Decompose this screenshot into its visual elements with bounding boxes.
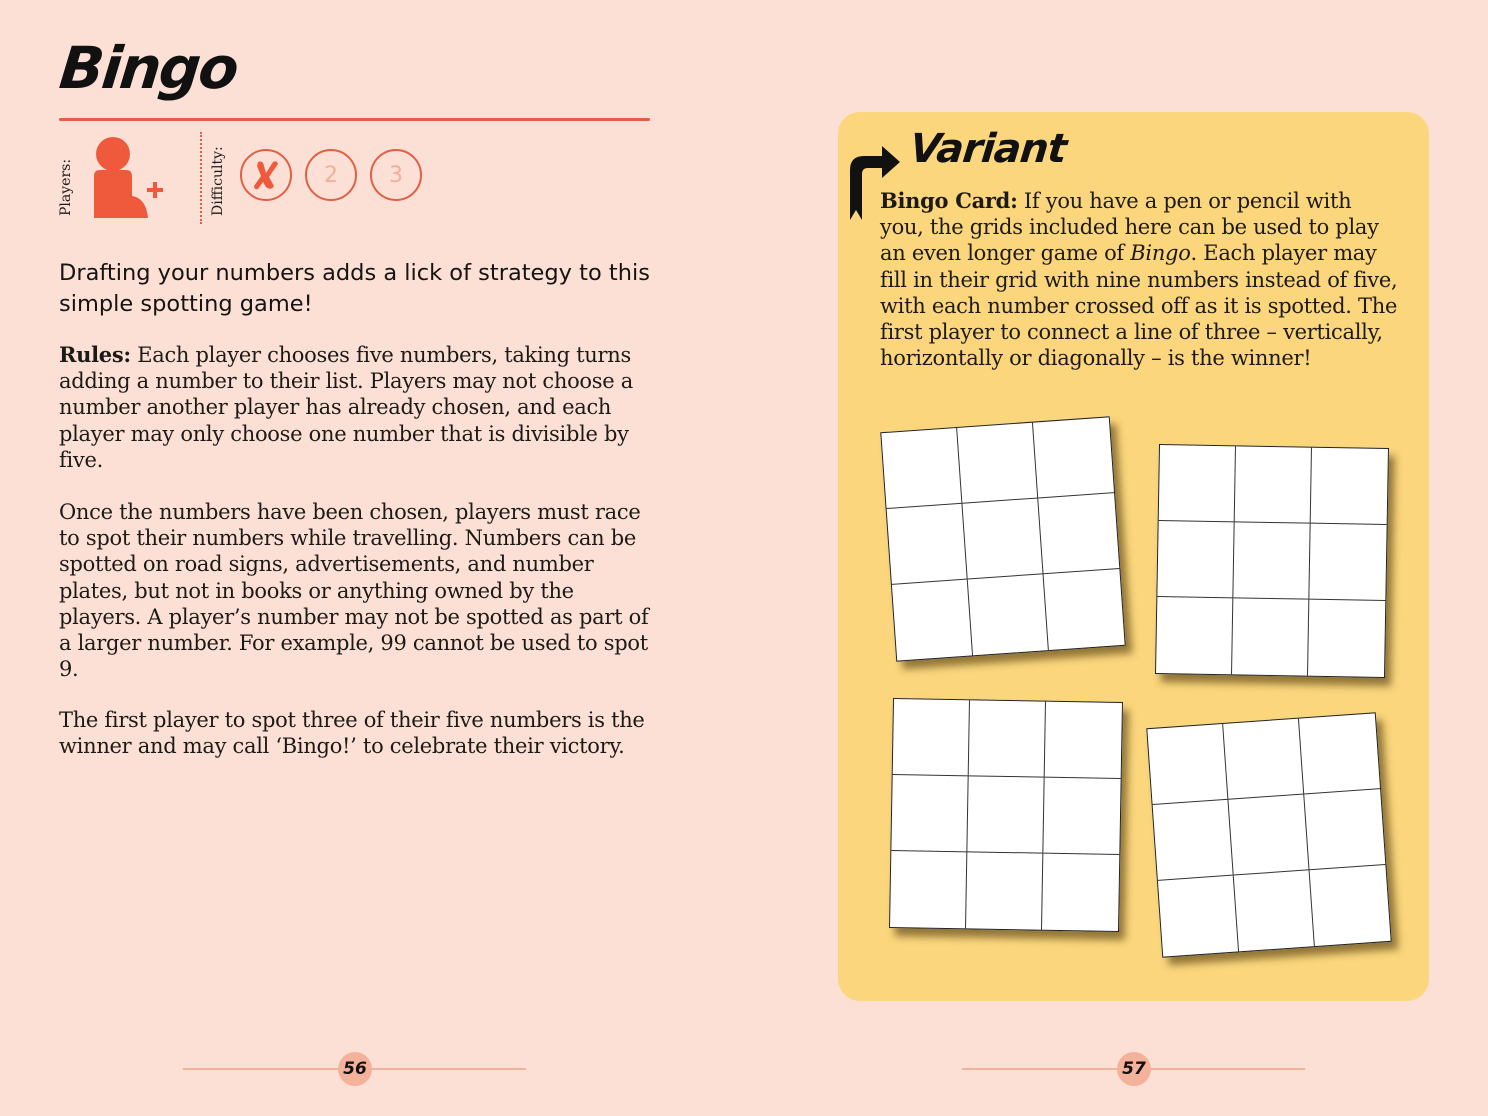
grid-cell[interactable] [1235,446,1312,523]
difficulty-level-2-label: 2 [324,162,338,188]
grid-cell[interactable] [1147,724,1228,805]
grid-cell[interactable] [1156,597,1233,674]
players-label: Players: [58,158,74,216]
variant-text-italic: Bingo [1130,241,1191,266]
grid-cell[interactable] [881,428,962,509]
grid-cell[interactable] [1044,569,1125,650]
bingo-grid-1[interactable] [880,416,1125,661]
difficulty-level-3 [370,149,422,201]
winning-paragraph: The first player to spot three of their five numbers is the winner and may call ‘Bingo!’ to celebrate their victory. [59,708,645,759]
grid-cell[interactable] [1043,778,1120,855]
grid-cell[interactable] [1228,794,1309,875]
difficulty-level-1 [240,149,292,201]
grid-cell[interactable] [892,580,973,661]
grid-cell[interactable] [1299,713,1380,794]
page-number: 56 [338,1052,372,1086]
variant-title: Variant [907,126,1069,172]
grid-cell[interactable] [966,852,1043,929]
variant-text [880,188,1400,371]
page-number: 57 [1117,1052,1151,1086]
rules-paragraph [59,342,659,473]
grid-cell[interactable] [1223,719,1304,800]
grid-cell[interactable] [891,775,968,852]
grid-cell[interactable] [893,699,970,776]
person-plus-icon [90,136,166,220]
difficulty-label: Difficulty: [210,146,226,216]
spotting-paragraph: Once the numbers have been chosen, players must race to spot their numbers while travelling. Numbers can be spotted on road signs, advertisements, and number plates, but not in books or anything owned by the players. A player’s number may not be spotted as part of a larger number. For example, 99 cannot be used to spot 9. [59,500,649,682]
intro-text: Drafting your numbers adds a lick of strategy to this simple spotting game! [59,260,650,317]
title-divider [59,118,650,121]
grid-cell[interactable] [968,574,1049,655]
grid-cell[interactable] [1304,789,1385,870]
grid-cell[interactable] [1153,800,1234,881]
difficulty-level-3-label: 3 [389,162,403,188]
grid-cell[interactable] [1159,445,1236,522]
bingo-grid-2[interactable] [1155,444,1389,678]
meta-divider [200,132,202,224]
grid-cell[interactable] [1311,448,1388,525]
variant-panel [838,112,1429,1001]
page-folio-left [183,1052,526,1086]
page-title: Bingo [56,34,241,102]
grid-cell[interactable] [1042,854,1119,931]
grid-cell[interactable] [890,851,967,928]
bingo-grid-3[interactable] [889,698,1123,932]
grid-cell[interactable] [1045,702,1122,779]
grid-cell[interactable] [1233,522,1310,599]
grid-cell[interactable] [1157,521,1234,598]
variant-text-part-1: If you have a pen or pencil with you, the grids included here can be used to play an even longer game of [880,189,1379,266]
rules-text: Each player chooses five numbers, taking turns adding a number to their list. Players may not choose a number another player has already chosen, and each player may only choose one number that is divisible by five. [59,343,633,472]
grid-cell[interactable] [969,700,1046,777]
cross-mark-icon [249,158,283,192]
grid-cell[interactable] [962,498,1043,579]
grid-cell[interactable] [1308,600,1385,677]
grid-cell[interactable] [1232,598,1309,675]
grid-cell[interactable] [1158,876,1239,957]
page-folio-right [962,1052,1305,1086]
bingo-card-label: Bingo Card: [880,188,1018,213]
grid-cell[interactable] [1310,865,1391,946]
grid-cell[interactable] [1033,417,1114,498]
grid-cell[interactable] [1234,870,1315,951]
bingo-grid-4[interactable] [1146,712,1391,957]
grid-cell[interactable] [1038,493,1119,574]
grid-cell[interactable] [1309,524,1386,601]
rules-label: Rules: [59,342,131,367]
grid-cell[interactable] [957,423,1038,504]
grid-cell[interactable] [887,504,968,585]
variant-text-part-2: . Each player may fill in their grid with nine numbers instead of five, with each number crossed off as it is spotted. The first player to connect a line of three – vertically, horizontally or diagonally – is the winner! [880,241,1398,371]
grid-cell[interactable] [967,776,1044,853]
difficulty-level-2 [305,149,357,201]
